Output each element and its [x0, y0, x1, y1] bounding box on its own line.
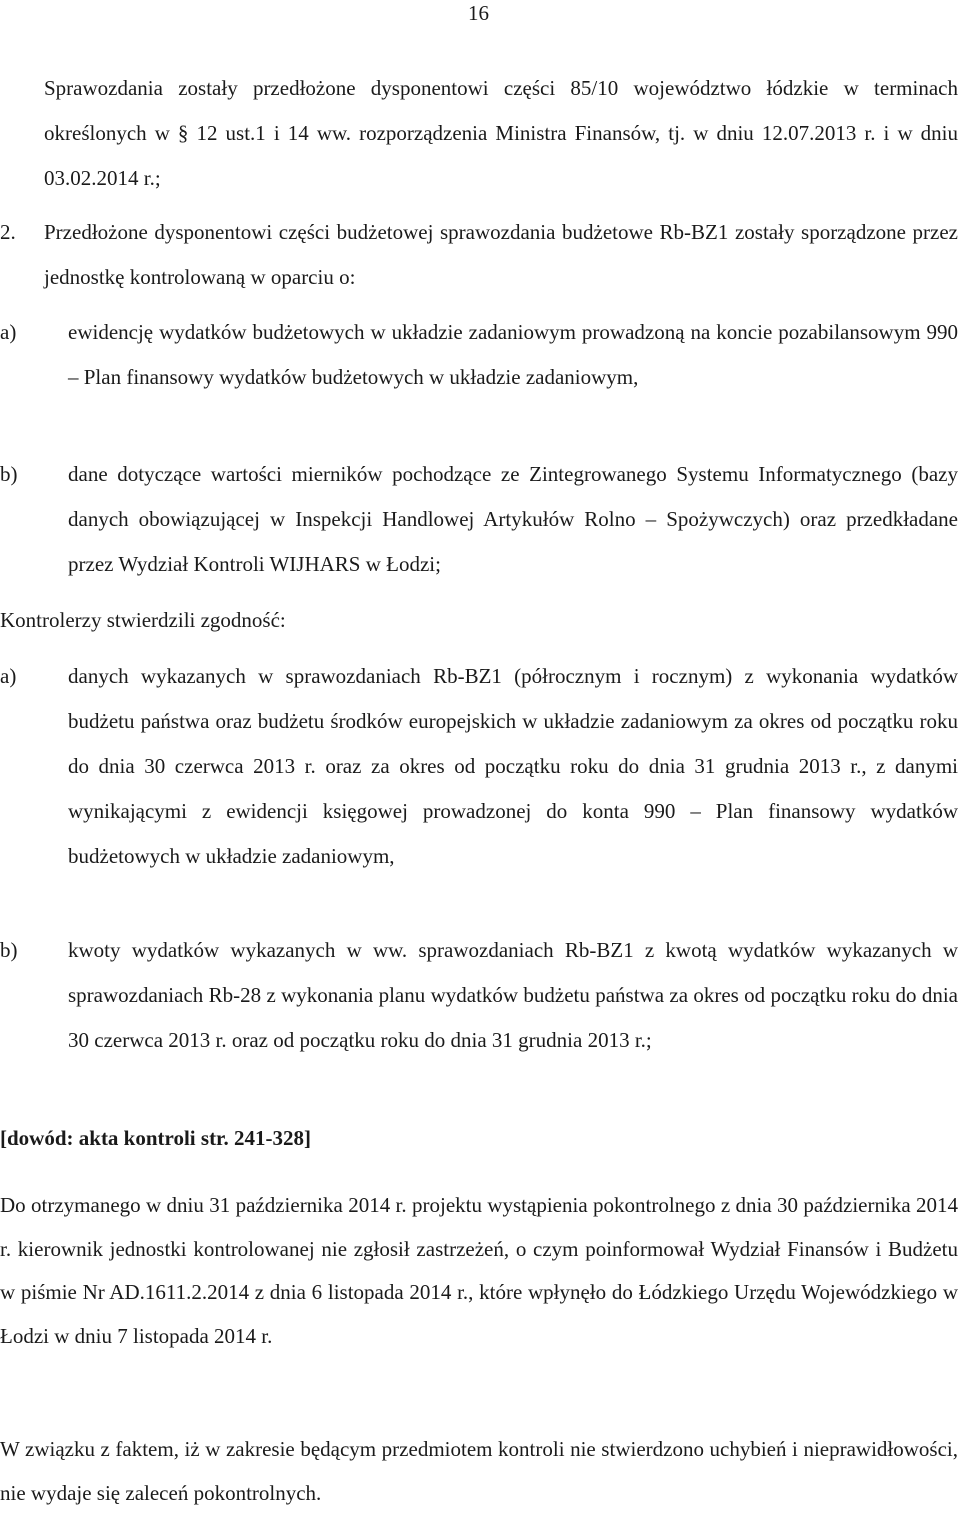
list-marker: b)	[0, 938, 18, 962]
list-item	[0, 310, 958, 400]
list-item-text: kwoty wydatków wykazanych w ww. sprawozdaniach Rb-BZ1 z kwotą wydatków wykazanych w sprawozdaniach Rb-28 z wykonania planu wydatków budżetu państwa za okres od początku roku do dnia 30 czerwca 2013 r. oraz od początku roku do dnia 31 grudnia 2013 r.;	[68, 938, 958, 1052]
intro-paragraph: Sprawozdania zostały przedłożone dysponentowi części 85/10 województwo łódzkie w terminach określonych w § 12 ust.1 i 14 ww. rozporządzenia Ministra Finansów, tj. w dniu 12.07.2013 r. i w dniu 03.02.2014 r.;	[44, 76, 958, 190]
list-item-text: ewidencję wydatków budżetowych w układzie zadaniowym prowadzoną na koncie pozabilansowym 990 – Plan finansowy wydatków budżetowych w układzie zadaniowym,	[68, 320, 958, 389]
kontrolerzy-heading: Kontrolerzy stwierdzili zgodność:	[0, 608, 286, 632]
evidence-reference: [dowód: akta kontroli str. 241-328]	[0, 1126, 311, 1150]
point-2	[0, 210, 958, 300]
list-item-text: dane dotyczące wartości mierników pochodzące ze Zintegrowanego Systemu Informatycznego (bazy danych obowiązującej w Inspekcji Handlowej Artykułów Rolno – Spożywczych) oraz przedkładane przez Wydział Kontroli WIJHARS w Łodzi;	[68, 462, 958, 576]
list-marker: b)	[0, 462, 18, 486]
list-marker: a)	[0, 664, 17, 688]
conclusion-paragraph: W związku z faktem, iż w zakresie będącym przedmiotem kontroli nie stwierdzono uchybień i nieprawidłowości, nie wydaje się zaleceń pokontrolnych.	[0, 1437, 958, 1505]
point-2-number: 2.	[0, 220, 16, 244]
list-item	[0, 928, 958, 1063]
list-item	[0, 452, 958, 587]
list-marker: a)	[0, 320, 17, 344]
list-item	[0, 654, 958, 879]
list-item-text: danych wykazanych w sprawozdaniach Rb-BZ1 (półrocznym i rocznym) z wykonania wydatków budżetu państwa oraz budżetu środków europejskich w układzie zadaniowym za okres od początku roku do dnia 30 czerwca 2013 r. oraz za okres od początku roku do dnia 31 grudnia 2013 r., z danymi wynikającymi z ewidencji księgowej prowadzonej do konta 990 – Plan finansowy wydatków budżetowych w układzie zadaniowym,	[68, 664, 958, 868]
point-2-text: Przedłożone dysponentowi części budżetowej sprawozdania budżetowe Rb-BZ1 zostały sporządzone przez jednostkę kontrolowaną w oparciu o:	[44, 220, 958, 289]
response-paragraph: Do otrzymanego w dniu 31 października 2014 r. projektu wystąpienia pokontrolnego z dnia 30 października 2014 r. kierownik jednostki kontrolowanej nie zgłosił zastrzeżeń, o czym poinformował Wydział Finansów i Budżetu w piśmie Nr AD.1611.2.2014 z dnia 6 listopada 2014 r., które wpłynęło do Łódzkiego Urzędu Wojewódzkiego w Łodzi w dniu 7 listopada 2014 r.	[0, 1193, 958, 1348]
page-number: 16	[468, 1, 489, 25]
